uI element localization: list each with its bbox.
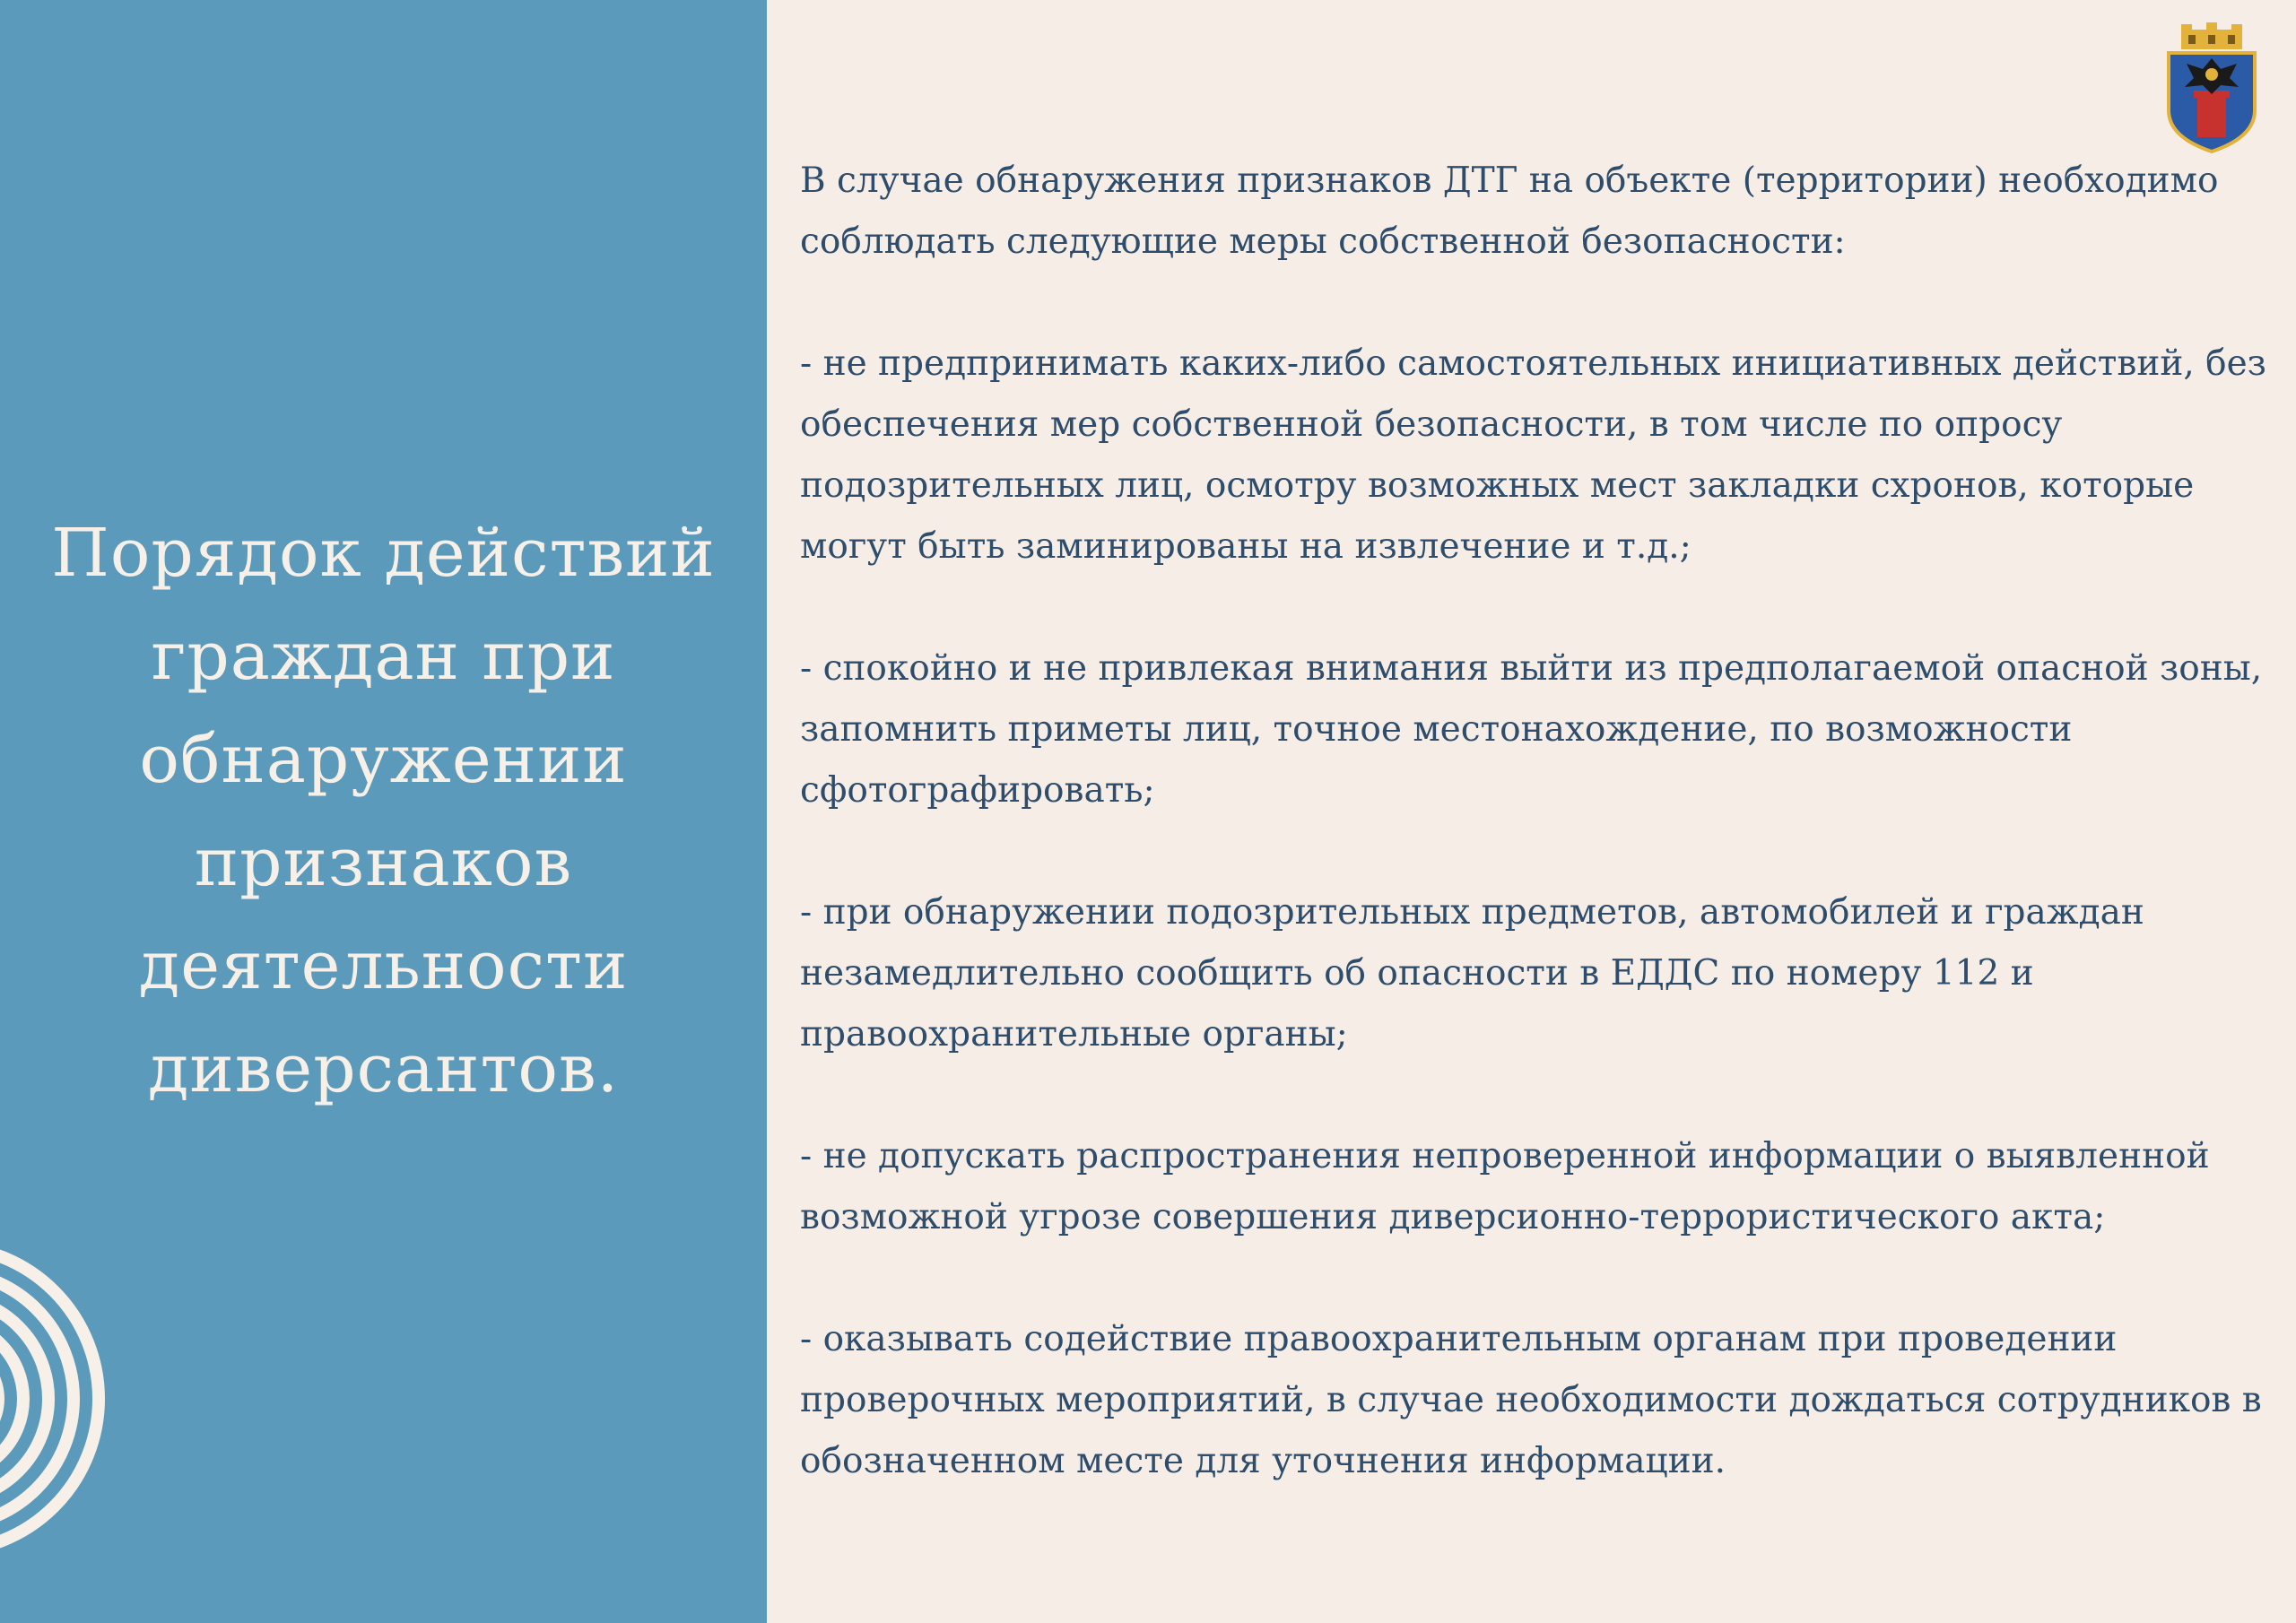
main-text [800,151,2280,1553]
list-item: - не допускать распространения непроверенной информации о выявленной возможной угрозе совершения диверсионно-террористического акта; [800,1136,2210,1237]
list-item: - оказывать содействие правоохранительным органам при проведении проверочных мероприятий, в случае необходимости дождаться сотрудников в обозначенном месте для уточнения информации. [800,1319,2262,1481]
left-panel [0,0,767,1623]
page-title: Порядок действий граждан при обнаружении признаков деятельности диверсантов. [51,515,716,1107]
list-item: - не предпринимать каких-либо самостоятельных инициативных действий, без обеспечения мер собственной безопасности, в том числе по опросу подозрительных лиц, осмотру возможных мест закладки схронов, которые могут быть заминированы на извлечение и т.д.; [800,343,2266,567]
coat-of-arms-icon [2161,22,2262,155]
list-item: - спокойно и не привлекая внимания выйти из предполагаемой опасной зоны, запомнить приметы лиц, точное местонахождение, по возможности сфотографировать; [800,648,2263,811]
list-item: - при обнаружении подозрительных предметов, автомобилей и граждан незамедлительно сообщить об опасности в ЕДДС по номеру 112 и правоохранительные органы; [800,892,2144,1055]
intro-paragraph: В случае обнаружения признаков ДТГ на объекте (территории) необходимо соблюдать следующие меры собственной безопасности: [800,161,2219,262]
concentric-rings-icon [0,1237,108,1560]
